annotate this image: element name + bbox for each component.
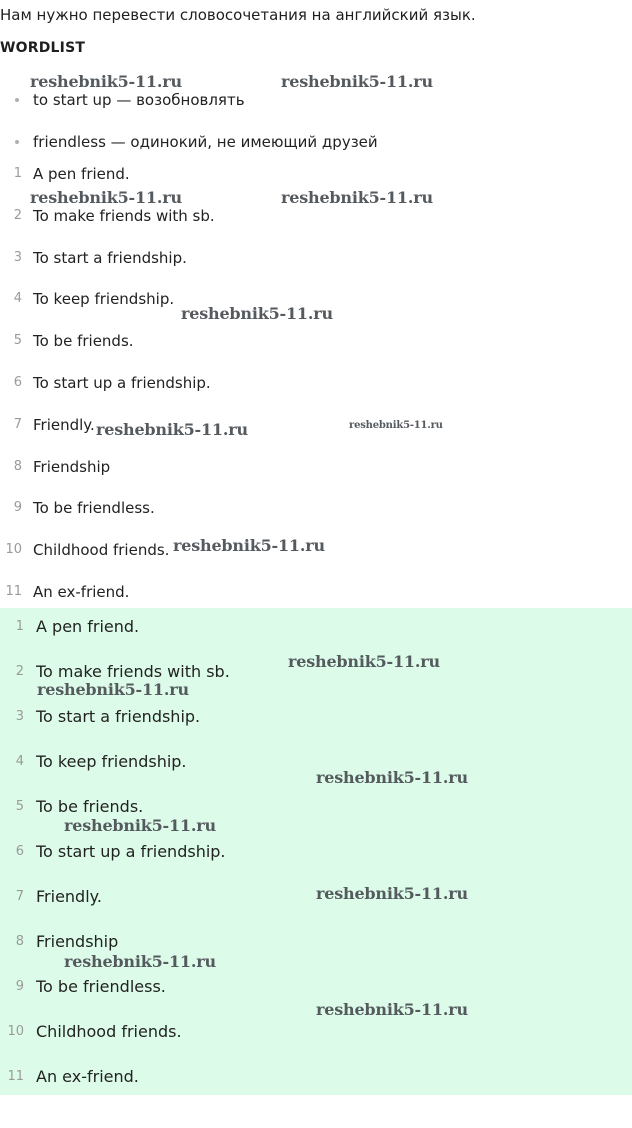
item-text: To start a friendship.: [33, 248, 187, 267]
item-number: 7: [15, 889, 24, 904]
wordlist-item-text: friendless — одинокий, не имеющий друзей: [33, 133, 378, 151]
task-item: [0, 370, 632, 412]
answer-item: [0, 839, 632, 884]
item-text: To start a friendship.: [36, 707, 201, 726]
item-text: An ex-friend.: [33, 582, 130, 601]
item-text: To start up a friendship.: [36, 842, 226, 861]
watermark: reshebnik5-11.ru: [37, 680, 189, 699]
item-text: Childhood friends.: [33, 541, 170, 560]
task-item: [0, 203, 632, 245]
watermark: reshebnik5-11.ru: [316, 1000, 468, 1019]
item-number: 4: [15, 754, 24, 769]
item-text: To keep friendship.: [33, 290, 175, 309]
item-number: 3: [15, 709, 24, 724]
item-number: 5: [13, 333, 22, 349]
item-text: Friendship: [33, 457, 111, 476]
item-number: 10: [5, 542, 22, 558]
bullet-icon: [15, 98, 19, 102]
item-number: 8: [15, 934, 24, 949]
watermark: reshebnik5-11.ru: [64, 816, 216, 835]
answer-item: [0, 1064, 632, 1109]
item-text: To make friends with sb.: [33, 206, 215, 225]
item-text: Friendship: [36, 932, 119, 951]
item-text: To be friends.: [36, 797, 144, 816]
watermark: reshebnik5-11.ru: [281, 188, 433, 207]
intro-text: Нам нужно перевести словосочетания на английский язык.: [0, 6, 476, 24]
item-number: 5: [15, 799, 24, 814]
item-text: To be friendless.: [36, 977, 166, 996]
item-number: 2: [15, 664, 24, 679]
item-text: A pen friend.: [36, 617, 140, 636]
item-text: To make friends with sb.: [36, 662, 230, 681]
item-text: To be friends.: [33, 332, 134, 351]
item-number: 1: [13, 166, 22, 181]
item-number: 11: [7, 1069, 24, 1084]
watermark: reshebnik5-11.ru: [181, 304, 333, 323]
watermark: reshebnik5-11.ru: [316, 768, 468, 787]
item-number: 2: [13, 207, 22, 223]
item-number: 9: [13, 500, 22, 516]
task-item: [0, 328, 632, 370]
task-item: [0, 245, 632, 287]
task-item: [0, 412, 632, 454]
wordlist-item-text: to start up — возобновлять: [33, 91, 245, 109]
watermark: reshebnik5-11.ru: [64, 952, 216, 971]
wordlist-item: [0, 86, 632, 128]
item-number: 6: [13, 374, 22, 390]
item-number: 9: [15, 979, 24, 994]
item-number: 8: [13, 458, 22, 474]
item-number: 11: [5, 583, 22, 599]
item-text: A pen friend.: [33, 165, 130, 183]
item-text: To start up a friendship.: [33, 373, 211, 392]
wordlist-heading: WORDLIST: [0, 40, 86, 56]
item-number: 1: [15, 619, 24, 634]
item-number: 4: [13, 291, 22, 307]
watermark: reshebnik5-11.ru: [281, 72, 433, 91]
answer-item: [0, 1019, 632, 1064]
bullet-icon: [15, 140, 19, 144]
watermark: reshebnik5-11.ru: [30, 188, 182, 207]
watermark: reshebnik5-11.ru: [173, 536, 325, 555]
watermark: reshebnik5-11.ru: [316, 884, 468, 903]
item-text: Friendly.: [36, 887, 102, 906]
item-number: 6: [15, 844, 24, 859]
item-number: 7: [13, 416, 22, 432]
item-text: An ex-friend.: [36, 1067, 139, 1086]
wordlist: [0, 86, 632, 170]
item-number: 3: [13, 249, 22, 265]
watermark: reshebnik5-11.ru: [30, 72, 182, 91]
item-text: To be friendless.: [33, 499, 155, 518]
watermark: reshebnik5-11.ru: [288, 652, 440, 671]
item-text: To keep friendship.: [36, 752, 187, 771]
answer-item: [0, 704, 632, 749]
item-text: Childhood friends.: [36, 1022, 182, 1041]
watermark: reshebnik5-11.ru: [96, 420, 248, 439]
task-item: [0, 454, 632, 496]
watermark: reshebnik5-11.ru: [349, 420, 443, 431]
task-item: [0, 495, 632, 537]
item-number: 10: [7, 1024, 24, 1039]
item-text: Friendly.: [33, 415, 95, 434]
